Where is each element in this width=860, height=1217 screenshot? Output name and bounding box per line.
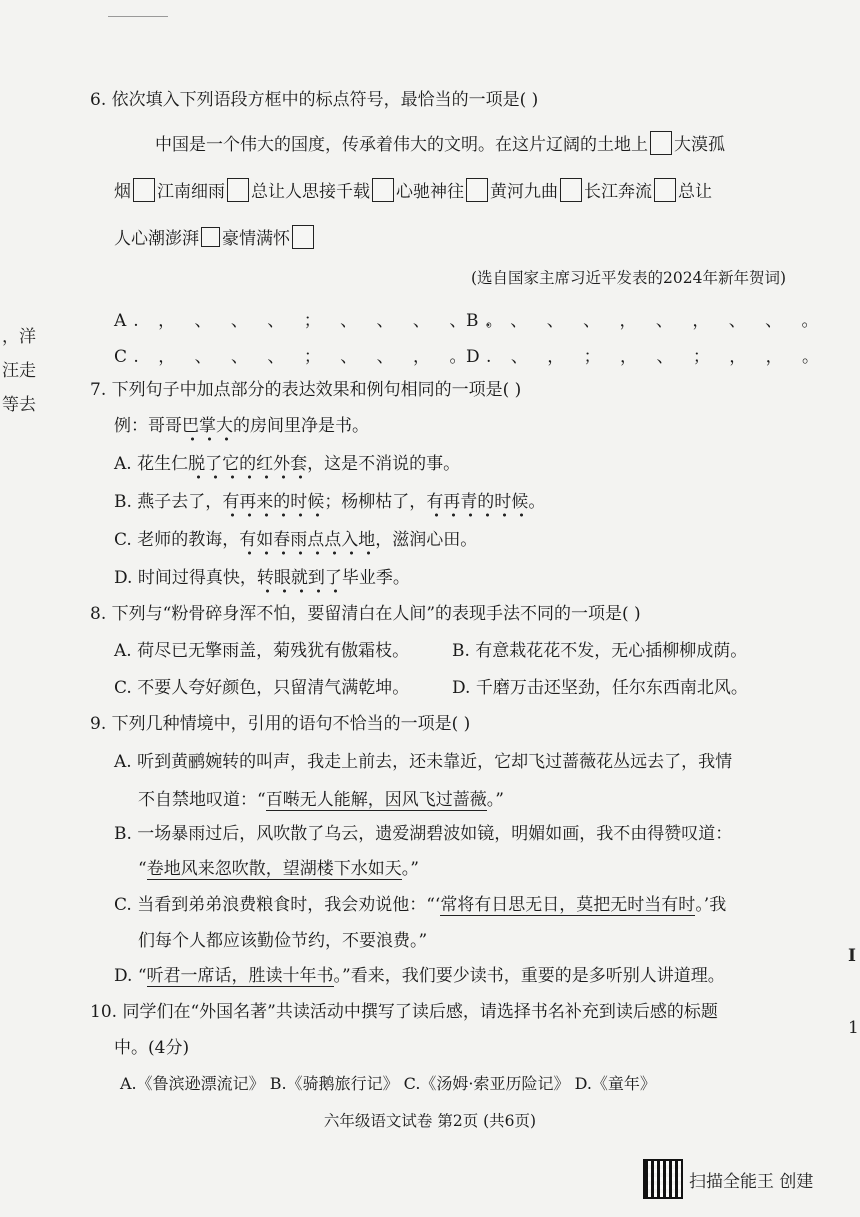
option-text: “ bbox=[138, 859, 147, 879]
passage-text: 长江奔流 bbox=[584, 182, 652, 202]
question-8-option-a[interactable]: A. 荷尽已无擎雨盖，菊残犹有傲霜枝。 bbox=[114, 641, 410, 661]
question-7-option-c[interactable] bbox=[114, 528, 477, 552]
option-text: C. 当看到弟弟浪费粮食时，我会劝说他：“‘ bbox=[114, 895, 441, 915]
question-9-option-c[interactable] bbox=[114, 893, 726, 917]
punctuation-box[interactable] bbox=[201, 227, 220, 247]
dotted-phrase: 有再来的时候 bbox=[222, 492, 324, 518]
passage-text: 大漠孤 bbox=[674, 135, 725, 155]
option-text: C. 老师的教诲， bbox=[114, 530, 240, 550]
passage-source: (选自国家主席习近平发表的2024年新年贺词) bbox=[470, 269, 786, 287]
option-text: 。 bbox=[528, 492, 546, 512]
punctuation-box[interactable] bbox=[466, 178, 488, 202]
question-6-passage-line-2 bbox=[114, 177, 712, 202]
question-10-stem: 10. 同学们在“外国名著”共读活动中撰写了读后感，请选择书名补充到读后感的标题 bbox=[90, 1002, 718, 1022]
option-text: 。’我 bbox=[695, 895, 727, 915]
passage-text: 中国是一个伟大的国度，传承着伟大的文明。在这片辽阔的土地上 bbox=[155, 135, 648, 155]
question-8-option-c[interactable]: C. 不要人夸好颜色，只留清气满乾坤。 bbox=[114, 678, 410, 698]
question-7-example bbox=[114, 414, 369, 438]
punctuation-box[interactable] bbox=[292, 225, 314, 249]
question-6-option-c[interactable]: C. ， 、 、 、 ； 、 、 ， 。 bbox=[114, 347, 474, 367]
right-edge-text: I bbox=[848, 946, 856, 966]
dotted-phrase: 转眼就到了 bbox=[257, 568, 342, 594]
option-text: A. 花生仁 bbox=[114, 454, 189, 474]
question-9-option-c-cont: 们每个人都应该勤俭节约，不要浪费。” bbox=[138, 931, 428, 951]
question-9-option-b-cont bbox=[138, 857, 419, 881]
underlined-quote: 听君一席话，胜读十年书 bbox=[146, 966, 334, 986]
question-6-passage-line-3 bbox=[114, 224, 316, 249]
left-edge-text: 汪走 bbox=[2, 361, 36, 381]
punctuation-box[interactable] bbox=[650, 131, 672, 155]
right-edge-text: 1 bbox=[848, 1018, 859, 1038]
punctuation-box[interactable] bbox=[372, 178, 394, 202]
option-text: ；杨柳枯了， bbox=[324, 492, 427, 512]
question-6-option-a[interactable]: A. ， 、 、 、 ； 、 、 、 、 。 bbox=[114, 311, 510, 331]
option-text: B. 燕子去了， bbox=[114, 492, 223, 512]
passage-text: 总让人思接千载 bbox=[251, 182, 370, 202]
question-7-option-a[interactable] bbox=[114, 452, 460, 476]
example-text: 例：哥哥 bbox=[114, 416, 182, 436]
underlined-quote: 卷地风来忽吹散，望湖楼下水如天 bbox=[146, 859, 402, 879]
example-text: 的房间里净是书。 bbox=[233, 416, 369, 436]
option-text: 。”看来，我们要少读书，重要的是多听别人讲道理。 bbox=[333, 966, 725, 986]
option-text: ，这是不消说的事。 bbox=[307, 454, 461, 474]
passage-text: 黄河九曲 bbox=[490, 182, 558, 202]
passage-text: 烟 bbox=[114, 182, 131, 202]
dotted-phrase: 脱了它的红外套 bbox=[188, 454, 307, 480]
passage-text: 江南细雨 bbox=[157, 182, 225, 202]
dotted-phrase: 有如春雨点点入地 bbox=[239, 530, 375, 556]
question-6-stem: 6. 依次填入下列语段方框中的标点符号，最恰当的一项是( ) bbox=[90, 90, 539, 110]
underlined-quote: 常将有日思无日，莫把无时当有时 bbox=[440, 895, 696, 915]
question-9-option-a[interactable]: A. 听到黄鹂婉转的叫声，我走上前去，还未靠近，它却飞过蔷薇花丛远去了，我情 bbox=[114, 752, 733, 772]
question-6-passage-line-1 bbox=[155, 130, 725, 155]
question-7-option-d[interactable] bbox=[114, 566, 410, 590]
question-10-stem-cont: 中。(4分) bbox=[114, 1038, 190, 1058]
punctuation-box[interactable] bbox=[227, 178, 249, 202]
passage-text: 心驰神往 bbox=[396, 182, 464, 202]
question-9-stem: 9. 下列几种情境中，引用的语句不恰当的一项是( ) bbox=[90, 714, 471, 734]
scanner-label: 扫描全能王 创建 bbox=[689, 1171, 814, 1192]
left-edge-text: 等去 bbox=[2, 395, 36, 415]
passage-text: 总让 bbox=[678, 182, 712, 202]
question-9-option-d[interactable] bbox=[114, 964, 725, 988]
dotted-phrase: 巴掌大 bbox=[182, 416, 233, 442]
option-text: ，滋润心田。 bbox=[375, 530, 478, 550]
question-7-option-b[interactable] bbox=[114, 490, 545, 514]
question-8-stem: 8. 下列与“粉骨碎身浑不怕，要留清白在人间”的表现手法不同的一项是( ) bbox=[90, 604, 641, 624]
option-text: 毕业季。 bbox=[341, 568, 410, 588]
option-text: D. 时间过得真快， bbox=[114, 568, 257, 588]
punctuation-box[interactable] bbox=[133, 178, 155, 202]
question-8-option-d[interactable]: D. 千磨万击还坚劲，任尔东西南北风。 bbox=[452, 678, 748, 698]
underlined-quote: 百啭无人能解，因风飞过蔷薇 bbox=[265, 790, 487, 810]
scan-mark bbox=[108, 16, 168, 17]
passage-text: 人心潮澎湃 bbox=[114, 229, 199, 249]
option-text: D. “ bbox=[114, 966, 147, 986]
passage-text: 豪情满怀 bbox=[222, 229, 290, 249]
question-6-option-d[interactable]: D. 、 ， ； ， 、 ； ， ， 。 bbox=[466, 347, 827, 367]
option-text: 不自禁地叹道：“ bbox=[138, 790, 266, 810]
left-edge-text: ，洋 bbox=[2, 327, 36, 347]
qr-code-icon bbox=[643, 1159, 683, 1199]
punctuation-box[interactable] bbox=[654, 178, 676, 202]
option-text: 。” bbox=[486, 790, 504, 810]
scanner-watermark bbox=[643, 1159, 813, 1199]
dotted-phrase: 有再青的时候 bbox=[426, 492, 528, 518]
question-6-option-b[interactable]: B. 、 、 、 ， 、 ， 、 、 。 bbox=[466, 311, 826, 331]
question-9-option-b[interactable]: B. 一场暴雨过后，风吹散了乌云，遗爱湖碧波如镜，明媚如画，我不由得赞叹道： bbox=[114, 824, 733, 844]
page-footer: 六年级语文试卷 第2页 (共6页) bbox=[323, 1112, 537, 1130]
punctuation-box[interactable] bbox=[560, 178, 582, 202]
question-9-option-a-cont bbox=[138, 788, 504, 812]
question-8-option-b[interactable]: B. 有意栽花花不发，无心插柳柳成荫。 bbox=[452, 641, 748, 661]
option-text: 。” bbox=[401, 859, 419, 879]
question-7-stem: 7. 下列句子中加点部分的表达效果和例句相同的一项是( ) bbox=[90, 380, 522, 400]
question-10-options: A.《鲁滨逊漂流记》 B.《骑鹅旅行记》 C.《汤姆·索亚历险记》 D.《童年》 bbox=[120, 1074, 656, 1093]
